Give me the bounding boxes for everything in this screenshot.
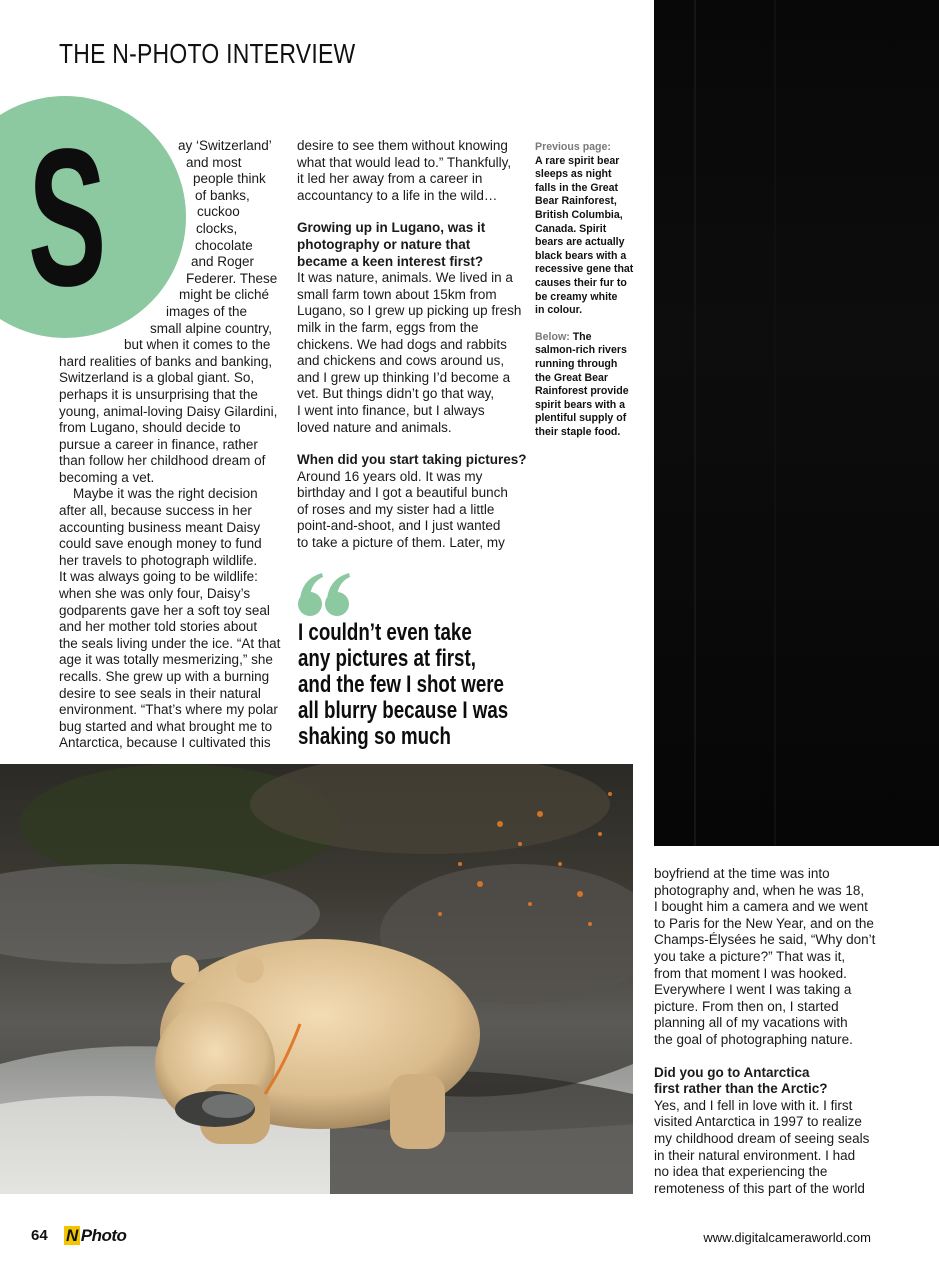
text-line: pursue a career in finance, rather	[59, 436, 258, 452]
text-line: A rare spirit bear	[535, 154, 620, 167]
text-line: desire to see them without knowing	[297, 138, 508, 153]
text-line: the Great Bear	[535, 371, 609, 384]
column-2	[297, 138, 527, 552]
text-line: shaking so much	[298, 723, 451, 750]
text-line: I couldn’t even take	[298, 619, 472, 646]
text-line: from that moment I was hooked.	[654, 965, 847, 981]
text-line: milk in the farm, eggs from the	[297, 319, 479, 335]
text-line: recalls. She grew up with a burning	[59, 669, 270, 684]
quote-mark-icon	[296, 569, 352, 619]
column-1-lines	[0, 138, 280, 752]
text-line: than follow her childhood dream of	[59, 453, 266, 469]
text-line: and I grew up thinking I’d become a	[297, 369, 511, 385]
caption-previous-lines	[535, 155, 639, 318]
logo-text: Photo	[80, 1226, 127, 1245]
text-line: bug started and what brought me to	[59, 718, 273, 734]
text-line: photography and, when he was 18,	[654, 882, 865, 898]
text-line: young, animal-loving Daisy Gilardini,	[59, 403, 278, 419]
text-line: and chickens and cows around us,	[297, 353, 505, 369]
text-line: no idea that experiencing the	[654, 1164, 828, 1180]
text-line: images of the	[166, 303, 248, 319]
text-line: photography or nature that	[297, 236, 471, 252]
caption-below-first: The	[572, 330, 592, 343]
text-line: Lugano, so I grew up picking up fresh	[297, 303, 522, 319]
text-line: small alpine country,	[150, 320, 273, 336]
text-line: Maybe it was the right decision	[73, 486, 258, 502]
answer-2	[297, 469, 527, 552]
text-line: Around 16 years old. It was my	[297, 468, 483, 484]
spirit-bear-illustration	[0, 764, 633, 1194]
text-line: it led her away from a career in	[297, 171, 483, 187]
pull-quote-lines	[298, 620, 508, 750]
text-line: my childhood dream of seeing seals	[654, 1130, 870, 1146]
caption-previous-lead: Previous page:	[535, 141, 611, 153]
text-line: in their natural environment. I had	[654, 1147, 856, 1163]
text-line: clocks,	[196, 220, 238, 236]
answer-3	[654, 1098, 914, 1198]
text-line: causes their fur to	[535, 276, 627, 289]
text-line: desire to see seals in their natural	[59, 685, 261, 701]
text-line: what that would lead to.” Thankfully,	[297, 154, 512, 170]
text-line: became a keen interest first?	[297, 253, 484, 269]
text-line: point-and-shoot, and I just wanted	[297, 518, 501, 534]
question-2	[297, 452, 527, 469]
text-line: Did you go to Antarctica	[654, 1064, 810, 1080]
text-line: birthday and I got a beautiful bunch	[297, 485, 508, 501]
text-line: people think	[193, 171, 266, 187]
text-line: to Paris for the New Year, and on the	[654, 915, 874, 931]
text-line: When did you start taking pictures?	[297, 452, 527, 468]
question-3	[654, 1065, 914, 1098]
text-line: British Columbia,	[535, 208, 623, 221]
section-title: THE N-PHOTO INTERVIEW	[59, 38, 356, 69]
text-line: age it was totally mesmerizing,” she	[59, 652, 273, 668]
text-line: black bears with a	[535, 249, 627, 262]
text-line: Champs-Élysées he said, “Why don’t	[654, 932, 876, 948]
pull-quote	[298, 620, 508, 750]
website-url: www.digitalcameraworld.com	[703, 1230, 871, 1245]
text-line: but when it comes to the	[124, 337, 271, 353]
text-line: in colour.	[535, 304, 583, 317]
dropcap-letter: S	[28, 108, 107, 327]
text-line: Federer. These	[186, 270, 278, 286]
caption-previous	[535, 141, 639, 318]
text-line: loved nature and animals.	[297, 419, 452, 435]
text-line: Antarctica, because I cultivated this	[59, 735, 271, 751]
text-line: after all, because success in her	[59, 503, 252, 519]
text-line: chickens. We had dogs and rabbits	[297, 336, 507, 352]
caption-below-lead: Below:	[535, 330, 570, 343]
text-line: you take a picture?” That was it,	[654, 948, 846, 964]
text-line: Yes, and I fell in love with it. I first	[654, 1097, 853, 1113]
text-line: could save enough money to fund	[59, 536, 262, 552]
text-line: Growing up in Lugano, was it	[297, 220, 486, 236]
text-line: bears are actually	[535, 236, 625, 249]
text-line: vet. But things didn’t go that way,	[297, 386, 495, 402]
text-line: perhaps it is unsurprising that the	[59, 386, 258, 402]
text-line: Switzerland is a global giant. So,	[59, 370, 255, 386]
spirit-bear-photo	[0, 764, 633, 1194]
text-line: might be cliché	[179, 287, 270, 303]
text-line: from Lugano, should decide to	[59, 420, 241, 436]
text-line: and most	[186, 154, 242, 170]
text-line: I bought him a camera and we went	[654, 899, 868, 915]
caption-below	[535, 331, 639, 440]
text-line: falls in the Great	[535, 181, 619, 194]
text-line: of banks,	[195, 187, 250, 203]
text-line: salmon-rich rivers	[535, 344, 627, 357]
text-line: environment. “That’s where my polar	[59, 702, 278, 718]
text-line: sleeps as night	[535, 168, 612, 181]
answer-2-continued	[654, 866, 914, 1049]
text-line: accountancy to a life in the wild…	[297, 187, 498, 203]
text-line: recessive gene that	[535, 263, 634, 276]
text-line: planning all of my vacations with	[654, 1015, 848, 1031]
text-line: her travels to photograph wildlife.	[59, 552, 258, 568]
text-line: It was always going to be wildlife:	[59, 569, 258, 585]
text-line: hard realities of banks and banking,	[59, 353, 273, 369]
text-line: godparents gave her a soft toy seal	[59, 602, 270, 618]
text-line: the seals living under the ice. “At that	[59, 635, 281, 651]
answer-1	[297, 270, 527, 436]
text-line: accounting business meant Daisy	[59, 519, 261, 535]
text-line: be creamy white	[535, 290, 618, 303]
text-line: ay ‘Switzerland’	[178, 138, 272, 153]
text-line: cuckoo	[197, 204, 240, 220]
question-1	[297, 220, 527, 270]
text-line: spirit bears with a	[535, 398, 626, 411]
text-line: visited Antarctica in 1997 to realize	[654, 1114, 862, 1130]
text-line: running through	[535, 357, 618, 370]
magazine-logo	[64, 1226, 126, 1246]
text-line: small farm town about 15km from	[297, 286, 497, 302]
text-line: and Roger	[191, 254, 255, 270]
text-line: when she was only four, Daisy’s	[59, 586, 251, 602]
dark-photo	[654, 0, 939, 846]
text-line: boyfriend at the time was into	[654, 866, 830, 881]
text-line: becoming a vet.	[59, 469, 155, 485]
captions	[535, 141, 639, 439]
text-line: Bear Rainforest,	[535, 195, 617, 208]
text-line: and the few I shot were	[298, 671, 504, 698]
text-line: picture. From then on, I started	[654, 998, 839, 1014]
text-line: and her mother told stories about	[59, 619, 258, 635]
text-line: It was nature, animals. We lived in a	[297, 270, 513, 286]
text-line: any pictures at first,	[298, 645, 476, 672]
text-line: Canada. Spirit	[535, 222, 607, 235]
text-line: to take a picture of them. Later, my	[297, 535, 505, 551]
column-1	[0, 138, 280, 752]
text-line: all blurry because I was	[298, 697, 509, 724]
text-line: the goal of photographing nature.	[654, 1031, 853, 1047]
column-2-intro	[297, 138, 527, 204]
text-line: remoteness of this part of the world	[654, 1180, 865, 1196]
text-line: chocolate	[195, 237, 253, 253]
column-3	[654, 866, 914, 1197]
text-line: I went into finance, but I always	[297, 402, 485, 418]
text-line: first rather than the Arctic?	[654, 1081, 828, 1097]
page-number: 64	[31, 1227, 48, 1244]
text-line: Rainforest provide	[535, 385, 629, 398]
text-line: their staple food.	[535, 425, 621, 438]
caption-below-lines	[535, 344, 639, 439]
text-line: of roses and my sister had a little	[297, 501, 495, 517]
text-line: plentiful supply of	[535, 412, 627, 425]
logo-n: N	[66, 1226, 78, 1245]
text-line: Everywhere I went I was taking a	[654, 982, 852, 998]
